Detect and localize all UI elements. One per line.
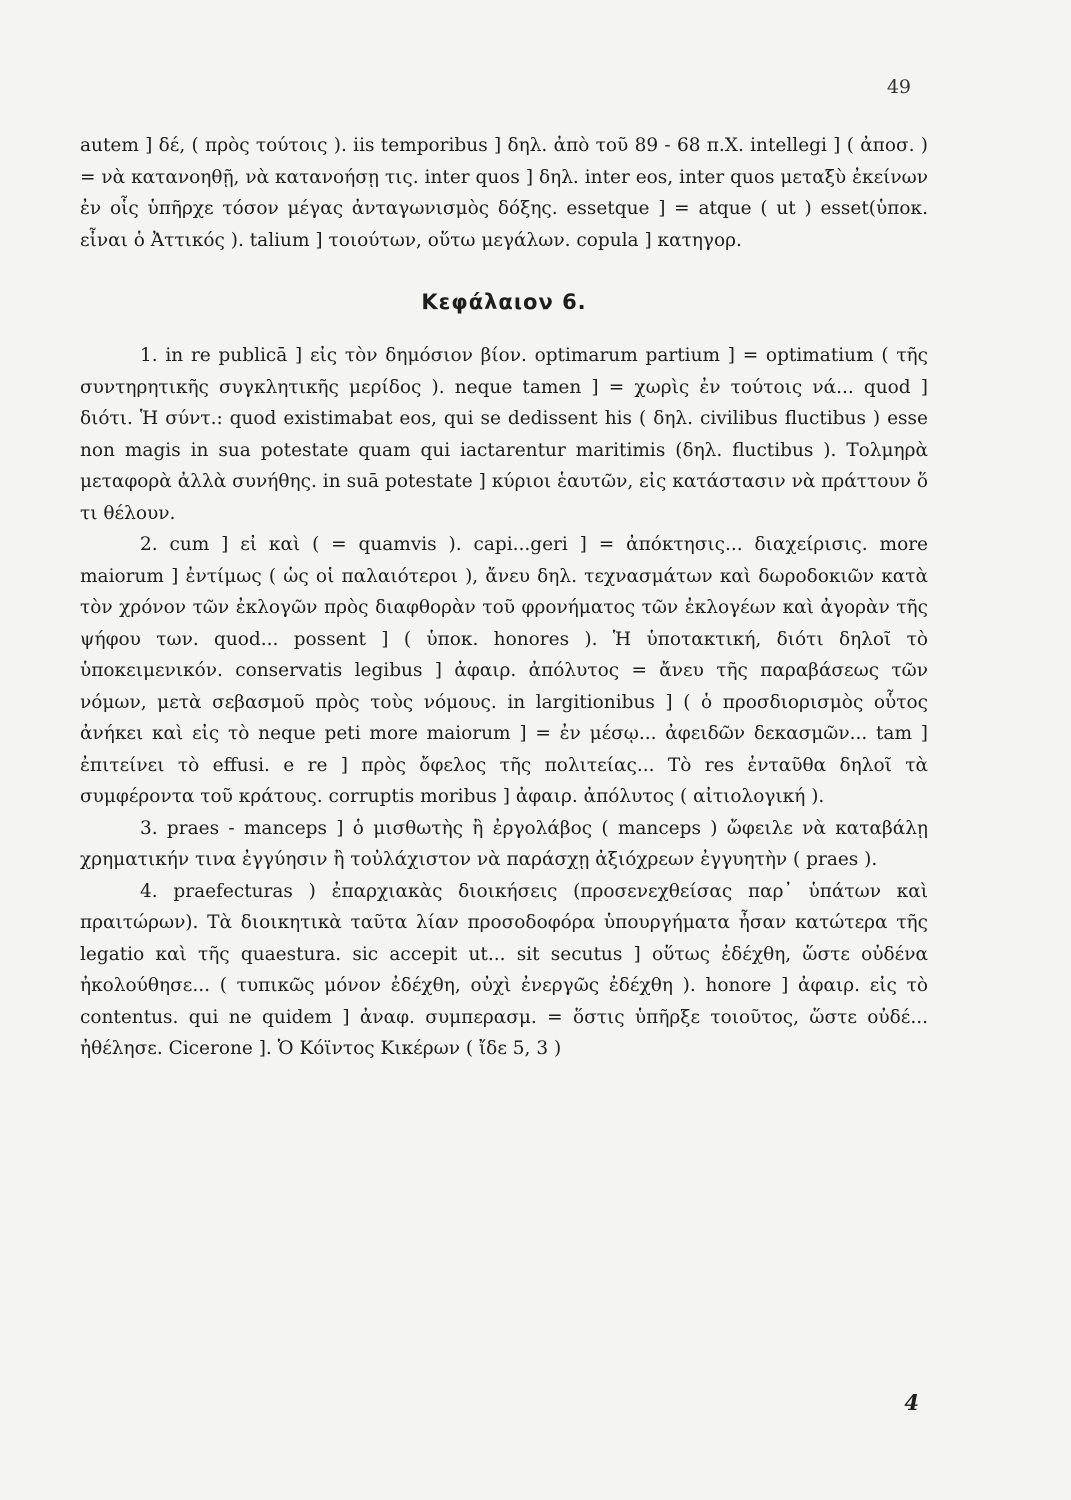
paragraph-3: 3. praes - manceps ] ὁ μισθωτὴς ἢ ἐργολάβος ( manceps ) ὤφειλε νὰ καταβάλῃ χρηματικήν τινα ἐγγύησιν ἢ τοὐλάχιστον νὰ παράσχῃ ἀξιόχρεων ἐγγυητὴν ( praes ).: [80, 817, 928, 870]
paragraph-4: 4. praefecturas ) ἐπαρχιακὰς διοικήσεις (προσενεχθείσας παρ᾽ ὑπάτων καὶ πραιτώρων). Τὰ διοικητικὰ ταῦτα λίαν προσοδοφόρα ὑπουργήματα ἦσαν κατώτερα τῆς legatio καὶ τῆς quaestura. sic accepit ut... sit secutus ] οὕτως ἐδέχθη, ὥστε οὐδένα ἠκολούθησε... ( τυπικῶς μόνον ἐδέχθη, οὐχὶ ἐνεργῶς ἐδέχθη ). honore ] ἀφαιρ. εἰς τὸ contentus. qui ne quidem ] ἀναφ. συμπερασμ. = ὅστις ὑπῆρξε τοιοῦτος, ὥστε οὐδέ... ἠθέλησε. Cicerone ]. Ὁ Κόϊντος Κικέρων ( ἴδε 5, 3 ): [80, 880, 928, 1059]
page-content: [80, 130, 928, 1065]
chapter-heading: Κεφάλαιον 6.: [421, 290, 587, 314]
intro-paragraph: autem ] δέ, ( πρὸς τούτοις ). iis temporibus ] δηλ. ἀπὸ τοῦ 89 - 68 π.Χ. intellegi ] ( ἀποσ. ) = νὰ κατανοηθῇ, νὰ κατανοήσῃ τις. inter quos ] δηλ. inter eos, inter quos μεταξὺ ἐκείνων ἐν οἷς ὑπῆρχε τόσον μέγας ἀνταγωνισμὸς δόξης. essetque ] = atque ( ut ) esset(ὑποκ. εἶναι ὁ Ἀττικός ). talium ] τοιούτων, οὕτω μεγάλων. copula ] κατηγορ.: [80, 135, 928, 251]
signature-mark: 4: [904, 1390, 919, 1415]
paragraph-1: 1. in re publicā ] εἰς τὸν δημόσιον βίον. optimarum partium ] = optimatium ( τῆς συντηρητικῆς συγκλητικῆς μερίδος ). neque tamen ] = χωρὶς ἐν τούτοις νά... quod ] διότι. Ἡ σύντ.: quod existimabat eos, qui se dedissent his ( δηλ. civilibus fluctibus ) esse non magis in sua potestate quam qui iactarentur maritimis (δηλ. fluctibus ). Τολμηρὰ μεταφορὰ ἀλλὰ συνήθης. in suā potestate ] κύριοι ἑαυτῶν, εἰς κατάστασιν νὰ πράττουν ὅ τι θέλουν.: [80, 345, 928, 524]
page-number: 49: [886, 76, 911, 98]
paragraph-2: 2. cum ] εἰ καὶ ( = quamvis ). capi...geri ] = ἀπόκτησις... διαχείρισις. more maiorum ] ἐντίμως ( ὡς οἱ παλαιότεροι ), ἄνευ δηλ. τεχνασμάτων καὶ δωροδοκιῶν κατὰ τὸν χρόνον τῶν ἐκλογῶν πρὸς διαφθορὰν τοῦ φρονήματος τῶν ἐκλογέων καὶ ἀγορὰν τῆς ψήφου των. quod... possent ] ( ὑποκ. honores ). Ἡ ὑποτακτική, διότι δηλοῖ τὸ ὑποκειμενικόν. conservatis legibus ] ἀφαιρ. ἀπόλυτος = ἄνευ τῆς παραβάσεως τῶν νόμων, μετὰ σεβασμοῦ πρὸς τοὺς νόμους. in largitionibus ] ( ὁ προσδιορισμὸς οὗτος ἀνήκει καὶ εἰς τὸ neque peti more maiorum ] = ἐν μέσῳ... ἀφειδῶν δεκασμῶν... tam ] ἐπιτείνει τὸ effusi. e re ] πρὸς ὄφελος τῆς πολιτείας... Τὸ res ἐνταῦθα δηλοῖ τὰ συμφέροντα τοῦ κράτους. corruptis moribus ] ἀφαιρ. ἀπόλυτος ( αἰτιολογική ).: [80, 534, 928, 807]
commentary-section: [80, 340, 928, 1065]
intro-block: [80, 130, 928, 256]
